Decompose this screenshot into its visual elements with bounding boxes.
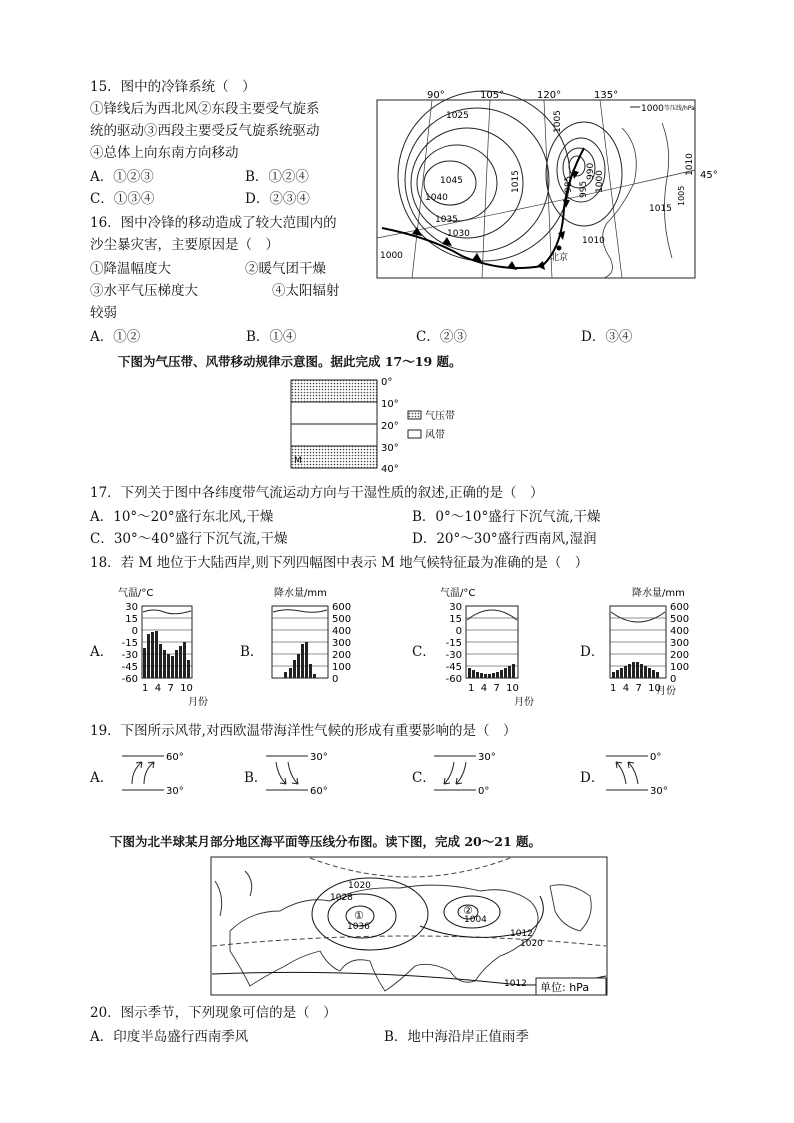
q17-stem: 17．下列关于图中各纬度带气流运动方向与干湿性质的叙述,正确的是（ ） — [90, 485, 544, 501]
belt-1 — [291, 402, 377, 424]
lat-20: 20° — [381, 421, 399, 432]
isobar-985: 985 — [564, 175, 574, 193]
isobar-1000-west: 1000 — [380, 251, 403, 261]
isobar-label-1036: 1036 — [347, 922, 370, 932]
q20-option-a: A．印度半岛盛行西南季风 — [90, 1029, 249, 1045]
svg-text:-45: -45 — [445, 662, 462, 673]
map-unit: 单位: hPa — [540, 981, 590, 994]
svg-text:30: 30 — [449, 602, 462, 613]
q18-option-d: D． — [580, 644, 605, 660]
svg-text:1 4 7 10: 1 4 7 10 — [468, 683, 519, 694]
svg-text:-45: -45 — [121, 662, 138, 673]
isobar-1030: 1030 — [447, 229, 470, 239]
q15-option-d: D．②③④ — [245, 191, 310, 207]
svg-text:600: 600 — [670, 602, 690, 613]
svg-text:-15: -15 — [445, 638, 462, 649]
climate-chart-d — [604, 584, 714, 708]
climate-chart-a — [112, 584, 222, 708]
svg-text:30°: 30° — [310, 752, 328, 763]
svg-text:200: 200 — [332, 650, 352, 661]
lat-label-45: 45° — [700, 170, 718, 181]
q16-option-a: A．①② — [90, 329, 141, 345]
q15-line3: ④总体上向东南方向移动 — [90, 145, 239, 161]
svg-text:30°: 30° — [650, 786, 668, 797]
lat-30: 30° — [381, 443, 399, 454]
isobar-weather-map — [372, 88, 722, 288]
isobar-label-1020-east: 1020 — [520, 939, 543, 949]
isobar-label-1004: 1004 — [464, 915, 487, 925]
q17-option-a: A．10°～20°盛行东北风,干燥 — [90, 509, 274, 525]
q17-option-d: D．20°～30°盛行西南风,湿润 — [412, 531, 597, 547]
lat-10: 10° — [381, 399, 399, 410]
svg-text:0: 0 — [455, 626, 462, 637]
q15-option-c: C．①③④ — [90, 191, 155, 207]
svg-text:0: 0 — [131, 626, 138, 637]
wind-diagram-d — [604, 746, 684, 800]
svg-text:-60: -60 — [121, 674, 138, 685]
q16-choice-2: ②暖气团干燥 — [245, 261, 326, 277]
svg-text:-60: -60 — [445, 674, 462, 685]
q18-option-a: A． — [90, 644, 114, 660]
q16-option-d: D．③④ — [581, 329, 633, 345]
q17-option-c: C．30°～40°盛行下沉气流,干燥 — [90, 531, 288, 547]
svg-text:400: 400 — [332, 626, 352, 637]
q18-stem: 18．若 M 地位于大陆西岸,则下列四幅图中表示 M 地气候特征最为准确的是（ ） — [90, 555, 589, 571]
q16-choice-3: ③水平气压梯度大 — [90, 283, 198, 299]
q20-option-b: B．地中海沿岸正值雨季 — [384, 1029, 529, 1045]
svg-text:600: 600 — [332, 602, 352, 613]
svg-text:300: 300 — [670, 638, 690, 649]
q19-option-c: C． — [412, 770, 436, 786]
climate-chart-b — [262, 584, 392, 708]
belt-3 — [291, 446, 377, 468]
svg-text:0: 0 — [332, 674, 339, 685]
svg-text:15: 15 — [125, 614, 138, 625]
isobar-label-1020-north: 1020 — [348, 881, 371, 891]
q16-choice-1: ①降温幅度大 — [90, 261, 171, 277]
isobar-1035: 1035 — [435, 215, 458, 225]
pressure-wind-belt-diagram — [288, 376, 488, 476]
svg-text:400: 400 — [670, 626, 690, 637]
isobar-label-1012-south: 1012 — [504, 979, 527, 989]
wind-diagram-a — [120, 746, 200, 800]
q19-option-d: D． — [580, 770, 605, 786]
svg-text:30: 30 — [125, 602, 138, 613]
q17-option-b: B．0°～10°盛行下沉气流,干燥 — [412, 509, 601, 525]
lon-label-120: 120° — [537, 90, 562, 101]
svg-text:60°: 60° — [310, 786, 328, 797]
svg-text:30°: 30° — [478, 752, 496, 763]
svg-text:500: 500 — [332, 614, 352, 625]
center-2-low: ② — [463, 904, 473, 917]
isobar-1025: 1025 — [446, 111, 469, 121]
svg-text:200: 200 — [670, 650, 690, 661]
isobar-1005-east: 1005 — [677, 185, 686, 206]
marker-m: M — [294, 456, 302, 466]
lat-40: 40° — [381, 464, 399, 475]
svg-text:60°: 60° — [166, 752, 184, 763]
lon-label-135: 135° — [594, 90, 619, 101]
lat-0: 0° — [381, 377, 393, 388]
center-1-high: ① — [354, 909, 364, 922]
temp-axis-title: 气温/°C — [118, 588, 154, 599]
svg-text:0: 0 — [670, 674, 677, 685]
svg-text:-30: -30 — [121, 650, 138, 661]
isobar-995-990: 995 — [579, 180, 589, 198]
isobar-1000: 1000 — [595, 170, 605, 193]
svg-text:月份: 月份 — [188, 697, 208, 708]
belt-2 — [291, 424, 377, 446]
q19-option-b: B． — [244, 770, 268, 786]
legend-pressure-belt: 气压带 — [425, 411, 455, 422]
legend-text: 等压线/hPa — [664, 105, 695, 112]
climate-chart-c — [436, 584, 556, 708]
q16-choice-4-cont: 较弱 — [90, 305, 117, 321]
isobar-label-1012: 1012 — [510, 929, 533, 939]
isobar-1015-east: 1015 — [649, 204, 672, 214]
belt-0 — [291, 380, 377, 402]
isobar-1015: 1015 — [511, 170, 521, 193]
svg-text:0°: 0° — [478, 786, 490, 797]
legend-value: 1000 — [641, 104, 664, 114]
isobar-1040: 1040 — [425, 193, 448, 203]
q19-stem: 19．下图所示风带,对西欧温带海洋性气候的形成有重要影响的是（ ） — [90, 723, 517, 739]
svg-text:0°: 0° — [650, 752, 662, 763]
isobar-1005: 1005 — [553, 110, 563, 133]
q15-line1: ①锋线后为西北风②东段主要受气旋系 — [90, 101, 320, 117]
q19-option-a: A． — [90, 770, 114, 786]
sea-level-pressure-map — [210, 856, 610, 998]
lon-label-90: 90° — [427, 90, 445, 101]
svg-text:月份: 月份 — [514, 697, 534, 708]
svg-text:500: 500 — [670, 614, 690, 625]
q18-option-b: B． — [240, 644, 264, 660]
svg-text:1 4 7 10: 1 4 7 10 — [142, 683, 193, 694]
svg-text:-30: -30 — [445, 650, 462, 661]
q20-stem: 20．图示季节，下列现象可信的是（ ） — [90, 1005, 337, 1021]
q16-stem-2: 沙尘暴灾害，主要原因是（ ） — [90, 237, 279, 253]
isobar-1010-east: 1010 — [685, 153, 695, 176]
precip-axis-title: 降水量/mm — [274, 588, 327, 599]
svg-text:100: 100 — [332, 662, 352, 673]
svg-text:-15: -15 — [121, 638, 138, 649]
q16-option-c: C．②③ — [416, 329, 467, 345]
wind-diagram-b — [264, 746, 344, 800]
isobar-1045: 1045 — [440, 176, 463, 186]
legend-wind-belt: 风带 — [425, 430, 445, 441]
q16-stem-1: 16．图中冷锋的移动造成了较大范围内的 — [90, 215, 337, 231]
svg-text:30°: 30° — [166, 786, 184, 797]
q16-option-b: B．①④ — [246, 329, 297, 345]
svg-text:15: 15 — [449, 614, 462, 625]
svg-text:300: 300 — [332, 638, 352, 649]
q15-line2: 统的驱动③西段主要受反气旋系统驱动 — [90, 123, 320, 139]
lon-label-105: 105° — [480, 90, 505, 101]
svg-text:月份: 月份 — [656, 686, 676, 697]
svg-text:降水量/mm: 降水量/mm — [632, 588, 685, 599]
wind-diagram-c — [432, 746, 512, 800]
svg-text:气温/°C: 气温/°C — [440, 588, 476, 599]
q18-option-c: C． — [412, 644, 436, 660]
svg-text:1 4 7 10: 1 4 7 10 — [610, 683, 661, 694]
city-beijing: 北京 — [550, 253, 569, 263]
q15-option-b: B．①②④ — [245, 169, 309, 185]
isobar-label-1028: 1028 — [330, 893, 353, 903]
q16-choice-4: ④太阳辐射 — [272, 283, 340, 299]
isobar-990: 990 — [586, 162, 596, 180]
svg-text:100: 100 — [670, 662, 690, 673]
q15-stem: 15．图中的冷锋系统（ ） — [90, 79, 256, 95]
intro-20-21: 下图为北半球某月部分地区海平面等压线分布图。读下图，完成 20～21 题。 — [110, 834, 541, 849]
q15-option-a: A．①②③ — [90, 169, 154, 185]
intro-17-19: 下图为气压带、风带移动规律示意图。据此完成 17～19 题。 — [118, 354, 462, 369]
isobar-1010: 1010 — [582, 236, 605, 246]
